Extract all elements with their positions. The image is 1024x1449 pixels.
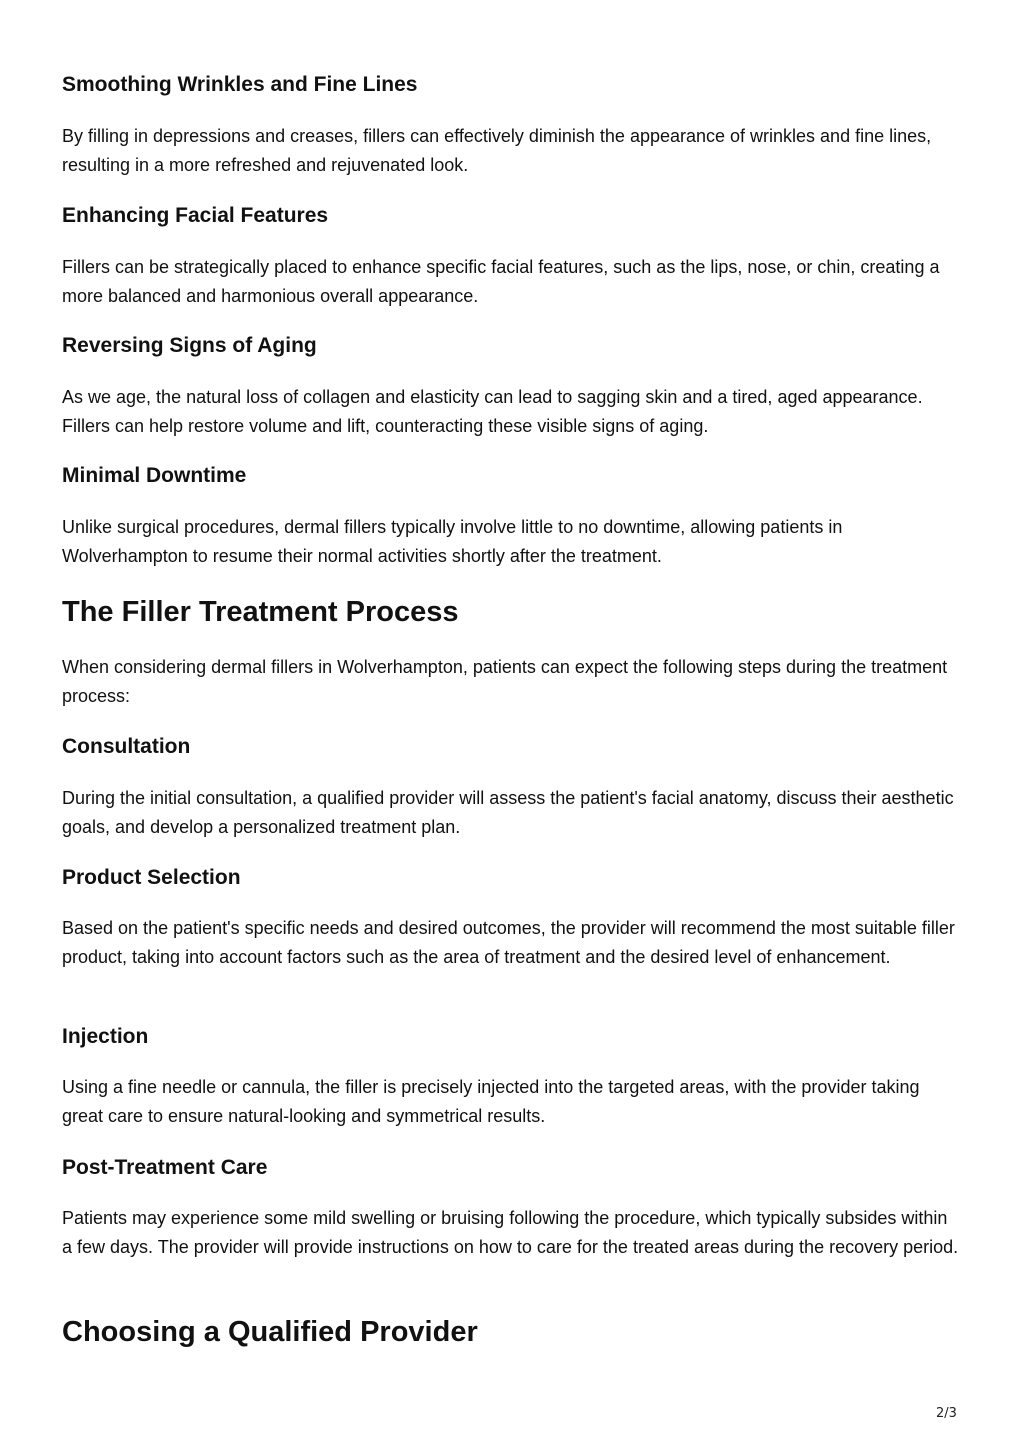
section-heading: Reversing Signs of Aging: [62, 334, 317, 357]
section-paragraph: Fillers can be strategically placed to enhance specific facial features, such as the lips, nose, or chin, creating a more balanced and harmonious overall appearance.: [62, 257, 940, 306]
section-heading: Smoothing Wrinkles and Fine Lines: [62, 73, 418, 96]
step-heading: Product Selection: [62, 866, 241, 889]
step-paragraph: Based on the patient's specific needs and desired outcomes, the provider will recommend the most suitable filler product, taking into account factors such as the area of treatment and the desired level of enhancement.: [62, 918, 955, 967]
section-heading: Minimal Downtime: [62, 464, 247, 487]
process-title: The Filler Treatment Process: [62, 596, 459, 628]
page-number: 2/3: [936, 1406, 957, 1421]
section-heading: Enhancing Facial Features: [62, 204, 329, 227]
process-intro: When considering dermal fillers in Wolverhampton, patients can expect the following steps during the treatment process:: [62, 657, 948, 706]
step-paragraph: During the initial consultation, a qualified provider will assess the patient's facial anatomy, discuss their aesthetic goals, and develop a personalized treatment plan.: [62, 788, 954, 837]
provider-title: Choosing a Qualified Provider: [62, 1316, 478, 1348]
step-heading: Injection: [62, 1025, 149, 1048]
step-heading: Consultation: [62, 735, 191, 758]
section-paragraph: Unlike surgical procedures, dermal fillers typically involve little to no downtime, allowing patients in Wolverhampton to resume their normal activities shortly after the treatment.: [62, 517, 843, 566]
section-paragraph: By filling in depressions and creases, fillers can effectively diminish the appearance of wrinkles and fine lines, resulting in a more refreshed and rejuvenated look.: [62, 126, 932, 175]
section-paragraph: As we age, the natural loss of collagen and elasticity can lead to sagging skin and a tired, aged appearance. Fillers can help restore volume and lift, counteracting these visible signs of aging.: [62, 387, 923, 436]
step-paragraph: Patients may experience some mild swelling or bruising following the procedure, which typically subsides within a few days. The provider will provide instructions on how to care for the treated areas during the recovery period.: [62, 1208, 959, 1257]
step-paragraph: Using a fine needle or cannula, the filler is precisely injected into the targeted areas, with the provider taking great care to ensure natural-looking and symmetrical results.: [62, 1077, 920, 1126]
step-heading: Post-Treatment Care: [62, 1156, 268, 1179]
